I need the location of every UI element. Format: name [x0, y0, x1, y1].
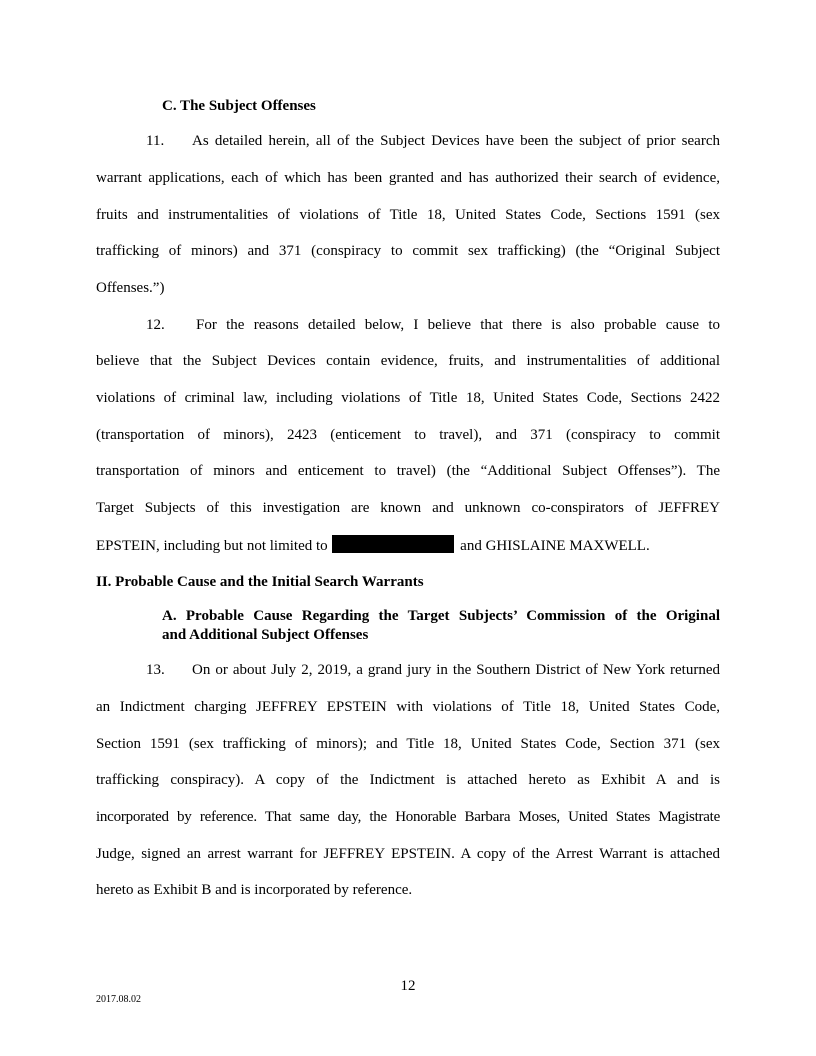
para12-line-6: Target Subjects of this investigation are known and unknown co-conspirators of JEFFREY: [96, 500, 720, 516]
para12-line-5: transportation of minors and enticement to travel) (the “Additional Subject Offenses”). The: [96, 463, 720, 479]
para12-number: 12.: [146, 317, 165, 333]
para12-line-7: [96, 535, 720, 556]
para13-line-7: hereto as Exhibit B and is incorporated by reference.: [96, 882, 413, 898]
page-number: 12: [400, 978, 416, 994]
para11-line-5: Offenses.”): [96, 280, 165, 296]
para11-line-1: As detailed herein, all of the Subject Devices have been the subject of prior search: [192, 133, 720, 149]
para12-line-7-before: EPSTEIN, including but not limited to: [96, 538, 328, 554]
section-a-heading-line-1: A. Probable Cause Regarding the Target Subjects’ Commission of the Original: [162, 608, 720, 624]
para13-line-3: Section 1591 (sex trafficking of minors); and Title 18, United States Code, Section 371 (sex: [96, 736, 720, 752]
para12-line-7-after: and GHISLAINE MAXWELL.: [460, 538, 650, 554]
para13-line-6: Judge, signed an arrest warrant for JEFFREY EPSTEIN. A copy of the Arrest Warrant is attached: [96, 846, 720, 862]
section-ii-heading: II. Probable Cause and the Initial Search Warrants: [96, 574, 424, 590]
para11-line-3: fruits and instrumentalities of violations of Title 18, United States Code, Sections 1591 (sex: [96, 207, 720, 223]
para13-line-1: On or about July 2, 2019, a grand jury in the Southern District of New York returned: [192, 662, 720, 678]
para13-line-4: trafficking conspiracy). A copy of the Indictment is attached hereto as Exhibit A and is: [96, 772, 720, 788]
para13-line-5: incorporated by reference. That same day, the Honorable Barbara Moses, United States Magistrate: [96, 809, 720, 825]
para12-line-2: believe that the Subject Devices contain evidence, fruits, and instrumentalities of additional: [96, 353, 720, 369]
para13-number: 13.: [146, 662, 165, 678]
footer-date-code: 2017.08.02: [96, 994, 141, 1005]
para11-line-4: trafficking of minors) and 371 (conspiracy to commit sex trafficking) (the “Original Subject: [96, 243, 720, 259]
section-a-heading-line-2: and Additional Subject Offenses: [162, 627, 369, 643]
redaction-box: [332, 535, 454, 553]
para11-line-2: warrant applications, each of which has been granted and has authorized their search of evidence,: [96, 170, 720, 186]
para12-line-1: For the reasons detailed below, I believe that there is also probable cause to: [196, 317, 720, 333]
section-c-heading: C. The Subject Offenses: [162, 98, 316, 114]
para12-line-3: violations of criminal law, including violations of Title 18, United States Code, Sections 2422: [96, 390, 720, 406]
para11-number: 11.: [146, 133, 165, 149]
para13-line-2: an Indictment charging JEFFREY EPSTEIN with violations of Title 18, United States Code,: [96, 699, 720, 715]
para12-line-4: (transportation of minors), 2423 (enticement to travel), and 371 (conspiracy to commit: [96, 427, 720, 443]
